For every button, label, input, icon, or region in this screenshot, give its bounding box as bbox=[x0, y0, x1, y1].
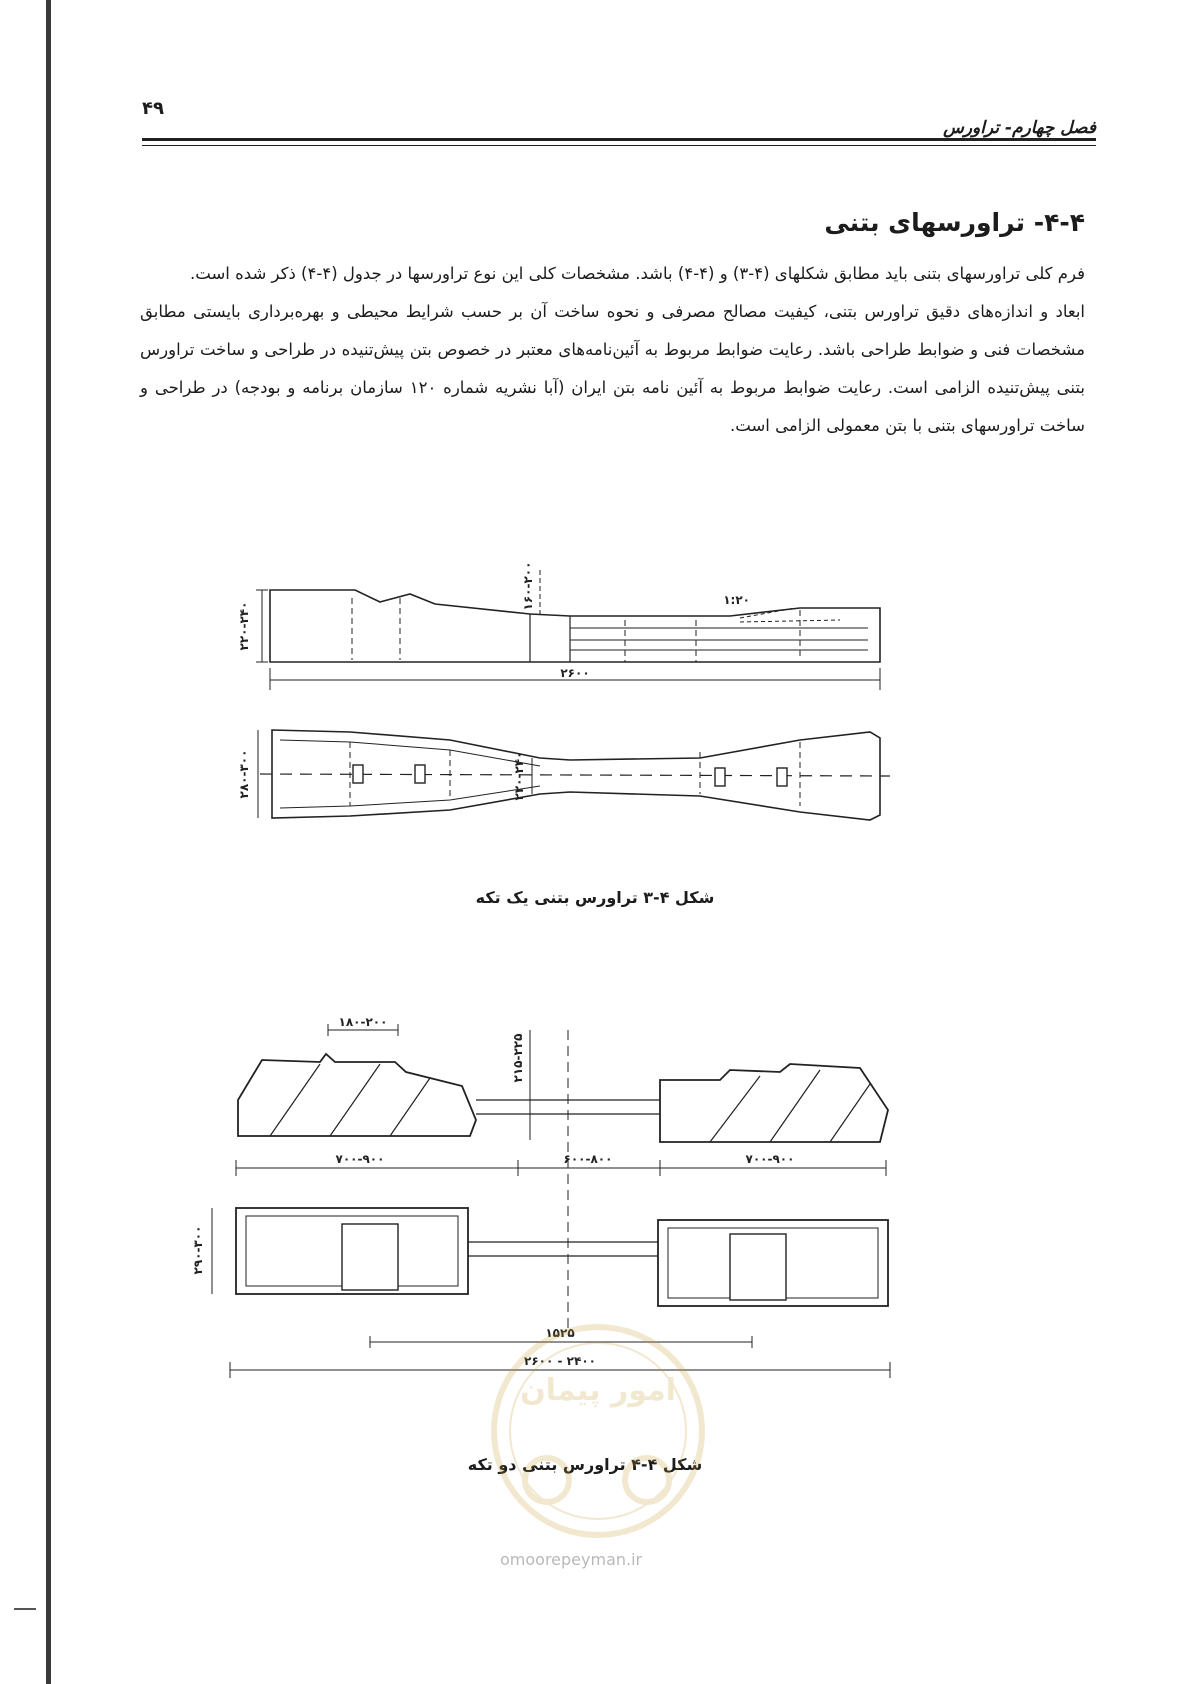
fastening-2 bbox=[415, 765, 425, 783]
center-block bbox=[530, 614, 570, 662]
left-block-elevation bbox=[238, 1054, 476, 1136]
left-block-hatching bbox=[270, 1064, 430, 1136]
scan-mark bbox=[14, 1608, 36, 1610]
rail-plate-left bbox=[342, 1224, 398, 1290]
elevation-outline bbox=[270, 590, 880, 662]
dim-label-width-end: ۲۸۰-۳۰۰ bbox=[237, 749, 251, 799]
dim-label-total-length: ۲۶۰۰ bbox=[560, 666, 590, 680]
page-number: ۴۹ bbox=[142, 98, 164, 119]
slope-indicator bbox=[740, 608, 840, 622]
header-rule-thin bbox=[142, 145, 1096, 146]
dim-label-block-left: ۷۰۰-۹۰۰ bbox=[335, 1152, 385, 1166]
dim-label-slope: ۱:۲۰ bbox=[723, 593, 750, 607]
paragraph: فرم کلی تراورسهای بتنی باید مطابق شکلهای (۴-۳) و (۴-۴) باشد. مشخصات کلی این نوع تراورسها در جدول (۴-۴) ذکر شده است. bbox=[190, 264, 1085, 283]
figure-caption: شکل ۴-۳ تراورس بتنی یک تکه bbox=[475, 888, 715, 907]
dim-label-block-right: ۷۰۰-۹۰۰ bbox=[745, 1152, 795, 1166]
tie-bar-plan bbox=[468, 1242, 658, 1256]
dim-label-gauge: ۱۵۲۵ bbox=[545, 1326, 575, 1340]
fastening-4 bbox=[777, 768, 787, 786]
body-text bbox=[140, 255, 1085, 445]
dim-label-rail-seat: ۱۸۰-۲۰۰ bbox=[338, 1015, 388, 1029]
right-block-elevation bbox=[660, 1064, 888, 1142]
dim-label-height-center: ۱۶۰-۲۰۰ bbox=[521, 561, 535, 611]
section-title: ۴-۴- تراورسهای بتنی bbox=[824, 208, 1085, 237]
dim-label-total: ۲۴۰۰ - ۲۶۰۰ bbox=[524, 1354, 596, 1368]
figure-monoblock-sleeper bbox=[237, 561, 980, 880]
scan-edge bbox=[46, 0, 51, 1684]
fastening-1 bbox=[353, 765, 363, 783]
prestress-lines bbox=[570, 628, 868, 650]
section-marks bbox=[352, 598, 800, 662]
figure-caption: شکل ۴-۴ تراورس بتنی دو تکه bbox=[467, 1455, 703, 1474]
header-rule bbox=[142, 138, 1096, 141]
dim-label-tie-bar: ۶۰۰-۸۰۰ bbox=[563, 1152, 613, 1166]
dim-label-block-width: ۲۹۰-۳۰۰ bbox=[191, 1225, 205, 1275]
watermark-url: omoorepeyman.ir bbox=[500, 1550, 643, 1569]
fastening-3 bbox=[715, 768, 725, 786]
rail-plate-right bbox=[730, 1234, 786, 1300]
dim-label-height-end: ۲۲۰-۲۴۰ bbox=[237, 601, 251, 651]
watermark-logo bbox=[487, 1320, 709, 1542]
dim-label-height: ۲۱۵-۲۲۵ bbox=[511, 1033, 525, 1083]
dim-height-end bbox=[256, 590, 268, 662]
paragraph: ابعاد و اندازه‌های دقیق تراورس بتنی، کیفیت مصالح مصرفی و نحوه ساخت آن بر حسب شرایط محیطی و بهره‌برداری بایستی مطابق مشخصات فنی و ضوابط طراحی باشد. رعایت ضوابط مربوط به آئین‌نامه‌های معتبر در خصوص بتن پیش‌تنیده در طراحی و ساخت تراورس بتنی پیش‌تنیده الزامی است. رعایت ضوابط مربوط به آئین نامه بتن ایران (آبا نشریه شماره ۱۲۰ سازمان برنامه و بودجه) در طراحی و ساخت تراورسهای بتنی با بتن معمولی الزامی است. bbox=[140, 302, 1085, 435]
right-block-hatching bbox=[710, 1070, 870, 1142]
dim-label-width-center: ۲۲۰-۲۴۰ bbox=[512, 751, 526, 801]
watermark-logo-text: امور پیمان bbox=[520, 1373, 676, 1408]
running-title: فصل چهارم- تراورس bbox=[943, 118, 1096, 138]
monoblock-sleeper-drawing bbox=[237, 561, 980, 880]
